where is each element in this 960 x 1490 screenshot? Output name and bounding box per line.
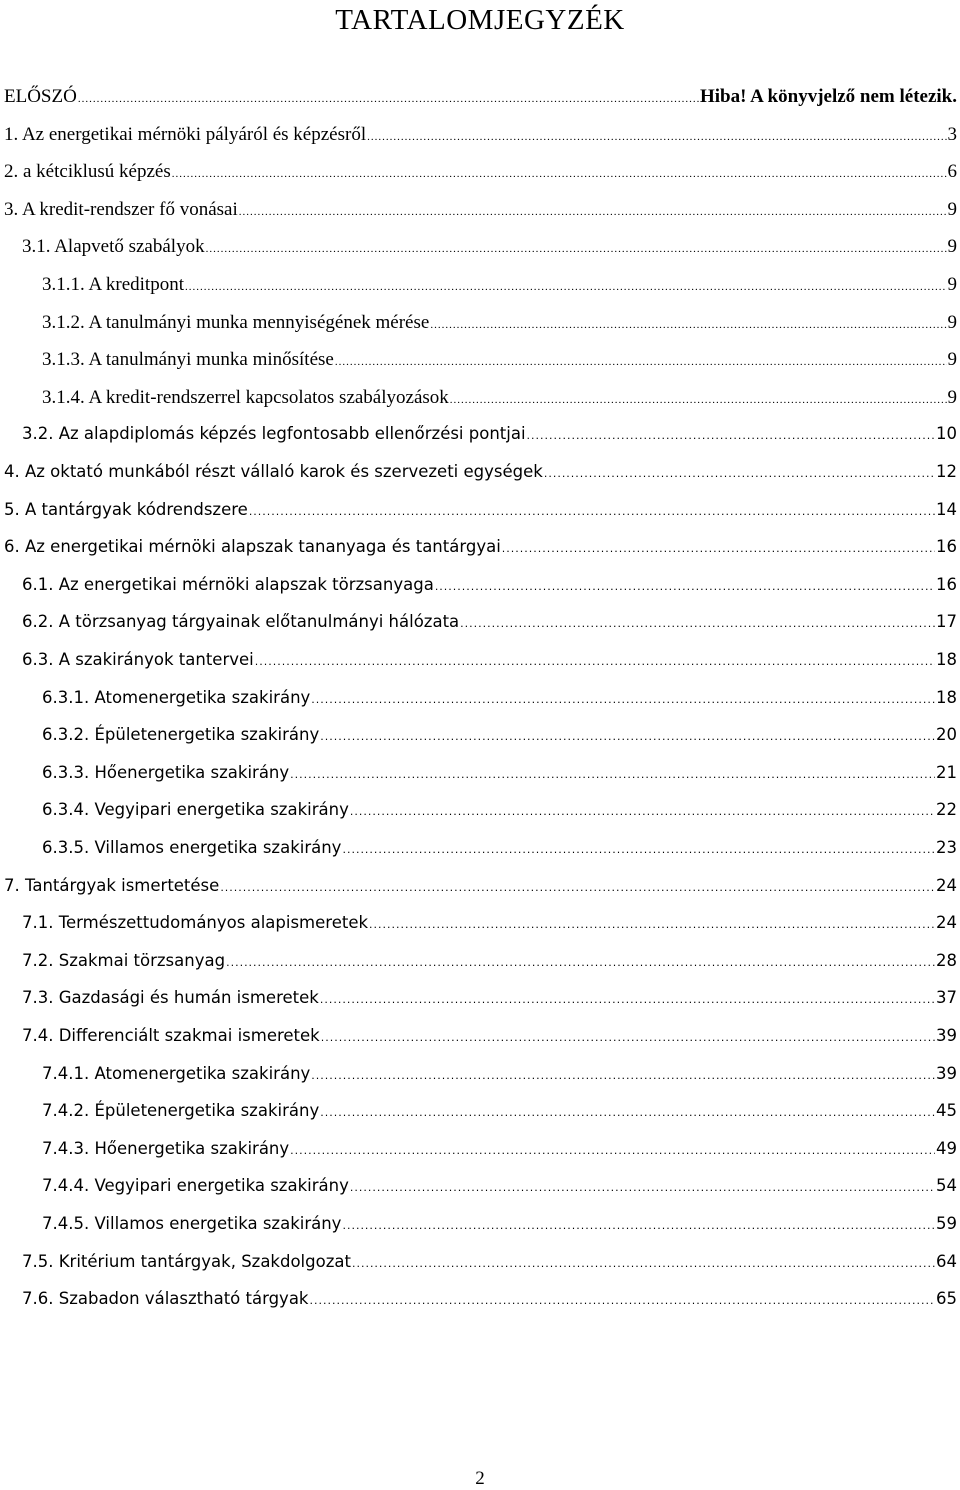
dot-leader [350, 800, 935, 819]
toc-entry-page: 9 [947, 311, 957, 333]
toc-entry-page: 9 [947, 198, 957, 220]
toc-entry-label: 6.3. A szakirányok tantervei [22, 650, 254, 669]
toc-entry[interactable] [42, 349, 957, 379]
toc-entry[interactable] [42, 1139, 957, 1169]
toc-entry-label: 7.4.2. Épületenergetika szakirány [42, 1101, 320, 1121]
toc-entry-page: 6 [947, 161, 957, 183]
page-title: TARTALOMJEGYZÉK [335, 4, 625, 36]
dot-leader [320, 1101, 935, 1120]
toc-entry[interactable] [4, 124, 957, 154]
dot-leader [502, 537, 935, 556]
toc-entry-label: 7.4.4. Vegyipari energetika szakirány [42, 1176, 349, 1196]
toc-entry-page: 39 [936, 1026, 957, 1045]
toc-entry-page: 18 [936, 687, 957, 707]
toc-entry-page: 14 [936, 499, 957, 519]
toc-entry[interactable] [4, 876, 957, 906]
toc-entry-label: 7. Tantárgyak ismertetése [4, 875, 220, 895]
dot-leader [342, 1214, 935, 1233]
toc-entry-page: 64 [936, 1251, 957, 1271]
toc-entry[interactable] [22, 650, 957, 680]
toc-entry-page: 37 [936, 988, 957, 1008]
dot-leader [342, 838, 935, 857]
dot-leader [527, 424, 935, 443]
dot-leader [226, 951, 935, 970]
toc-entry-page: 10 [936, 424, 957, 444]
toc-entry-page: 39 [936, 1063, 957, 1083]
dot-leader [460, 612, 935, 631]
toc-entry-label: 7.4.1. Atomenergetika szakirány [42, 1063, 311, 1083]
toc-entry-page: 12 [936, 462, 957, 481]
dot-leader [310, 1289, 936, 1308]
dot-leader [430, 312, 946, 334]
toc-entry-page: 24 [936, 913, 957, 933]
toc-entry-label: 3.2. Az alapdiplomás képzés legfontosabb ellenőrzési pontjai [22, 424, 526, 444]
toc-entry-page: 28 [936, 950, 957, 970]
toc-entry[interactable] [22, 612, 957, 642]
toc-entry[interactable] [42, 725, 957, 755]
toc-entry[interactable] [42, 688, 957, 718]
toc-entry-page: 65 [936, 1289, 957, 1309]
toc-entry-label: 4. Az oktató munkából részt vállaló karok és szervezeti egységek [4, 462, 543, 481]
toc-entry[interactable] [22, 1252, 957, 1282]
toc-entry-page: 49 [936, 1138, 957, 1158]
dot-leader [435, 575, 935, 594]
toc-entry-label: ELŐSZÓ [4, 86, 77, 107]
toc-entry[interactable] [42, 1214, 957, 1244]
toc-entry-label: 6.1. Az energetikai mérnöki alapszak törzsanyaga [22, 574, 434, 594]
dot-leader [352, 1252, 935, 1271]
toc-entry-label: 6.3.1. Atomenergetika szakirány [42, 687, 311, 707]
toc-entry-page: 24 [936, 875, 957, 895]
toc-entry[interactable] [42, 1101, 957, 1131]
dot-leader [321, 1026, 935, 1045]
dot-leader [206, 236, 947, 258]
dot-leader [320, 725, 935, 744]
page-number: 2 [475, 1468, 485, 1489]
toc-entry[interactable] [42, 800, 957, 830]
toc-entry-label: 6. Az energetikai mérnöki alapszak tananyaga és tantárgyai [4, 537, 501, 557]
toc-entry-page: 9 [947, 236, 957, 258]
dot-leader [311, 688, 935, 707]
toc-entry-label: 7.4. Differenciált szakmai ismeretek [22, 1026, 320, 1045]
toc-entry-page: 17 [936, 612, 957, 632]
toc-entry-label: 7.4.3. Hőenergetika szakirány [42, 1138, 290, 1158]
toc-entry-label: 6.3.4. Vegyipari energetika szakirány [42, 800, 349, 820]
toc-entry-label: 5. A tantárgyak kódrendszere [4, 499, 248, 519]
toc-entry-label: 3.1.1. A kreditpont [42, 274, 184, 295]
toc-entry-page: 54 [936, 1176, 957, 1196]
toc-entry-page: 9 [947, 386, 957, 408]
dot-leader [350, 1176, 935, 1195]
toc-entry-label: 2. a kétciklusú képzés [4, 161, 171, 183]
toc-entry[interactable] [22, 1289, 957, 1319]
toc-entry-label: 3.1.4. A kredit-rendszerrel kapcsolatos szabályozások [42, 386, 449, 408]
toc-entry[interactable] [4, 500, 957, 530]
dot-leader [335, 349, 947, 371]
dot-leader [544, 462, 935, 481]
dot-leader [320, 988, 935, 1007]
toc-entry-label: 7.4.5. Villamos energetika szakirány [42, 1214, 342, 1233]
dot-leader [290, 763, 935, 782]
toc-entry-page: 16 [936, 574, 957, 594]
toc-entry-page: 20 [936, 725, 957, 745]
dot-leader [185, 274, 947, 296]
toc-entry-label: 7.3. Gazdasági és humán ismeretek [22, 988, 319, 1008]
toc-entry[interactable] [22, 913, 957, 943]
dot-leader [290, 1139, 935, 1158]
toc-entry[interactable] [42, 838, 957, 868]
toc-entry-page: 9 [947, 274, 957, 295]
toc-entry[interactable] [42, 312, 957, 342]
toc-entry-label: 6.3.2. Épületenergetika szakirány [42, 725, 320, 745]
toc-entry-label: 1. Az energetikai mérnöki pályáról és képzésről [4, 123, 367, 145]
dot-leader [450, 387, 947, 409]
toc-entry[interactable] [4, 199, 957, 229]
toc-entry-label: 6.3.5. Villamos energetika szakirány [42, 838, 342, 857]
toc-entry-label: 6.2. A törzsanyag tárgyainak előtanulmányi hálózata [22, 612, 460, 632]
toc-entry[interactable] [22, 236, 957, 266]
toc-entry-label: 7.1. Természettudományos alapismeretek [22, 913, 369, 933]
dot-leader [367, 124, 946, 146]
dot-leader [369, 913, 935, 932]
toc-entry-page: 59 [936, 1214, 957, 1233]
toc-entry-page: 3 [947, 123, 957, 145]
toc-entry[interactable] [22, 951, 957, 981]
toc-entry[interactable] [4, 161, 957, 191]
toc-entry[interactable] [42, 387, 957, 417]
toc-entry-label: 3.1.3. A tanulmányi munka minősítése [42, 349, 334, 371]
toc-entry[interactable] [42, 1176, 957, 1206]
toc-entry-page: 16 [936, 537, 957, 557]
toc-entry[interactable] [42, 274, 957, 304]
toc-entry[interactable] [4, 86, 957, 116]
toc-entry-page: 18 [936, 650, 957, 669]
toc-entry[interactable] [4, 462, 957, 492]
toc-entry[interactable] [4, 537, 957, 567]
toc-entry-label: 7.6. Szabadon választható tárgyak [22, 1289, 309, 1309]
toc-entry-label: 3.1.2. A tanulmányi munka mennyiségének mérése [42, 311, 430, 333]
toc-entry-page: Hiba! A könyvjelző nem létezik. [699, 86, 957, 107]
dot-leader [78, 86, 699, 108]
dot-leader [239, 199, 947, 221]
dot-leader [172, 161, 947, 183]
toc-entry[interactable] [22, 424, 957, 454]
toc-entry-label: 3. A kredit-rendszer fő vonásai [4, 198, 238, 220]
toc-entry[interactable] [22, 575, 957, 605]
dot-leader [220, 876, 935, 895]
toc-entry-page: 45 [936, 1101, 957, 1121]
dot-leader [255, 650, 935, 669]
toc-entry-page: 23 [936, 838, 957, 857]
toc-entry[interactable] [22, 1026, 957, 1056]
toc-entry-label: 3.1. Alapvető szabályok [22, 236, 205, 258]
toc-entry-page: 21 [936, 762, 957, 782]
dot-leader [311, 1064, 935, 1083]
toc-entry-page: 9 [947, 349, 957, 371]
toc-entry-label: 7.5. Kritérium tantárgyak, Szakdolgozat [22, 1251, 351, 1271]
toc-entry-label: 6.3.3. Hőenergetika szakirány [42, 762, 290, 782]
toc-entry-label: 7.2. Szakmai törzsanyag [22, 950, 226, 970]
toc-entry-page: 22 [936, 800, 957, 820]
toc-entry[interactable] [22, 988, 957, 1018]
toc-entry[interactable] [42, 763, 957, 793]
toc-entry[interactable] [42, 1064, 957, 1094]
dot-leader [249, 500, 935, 519]
